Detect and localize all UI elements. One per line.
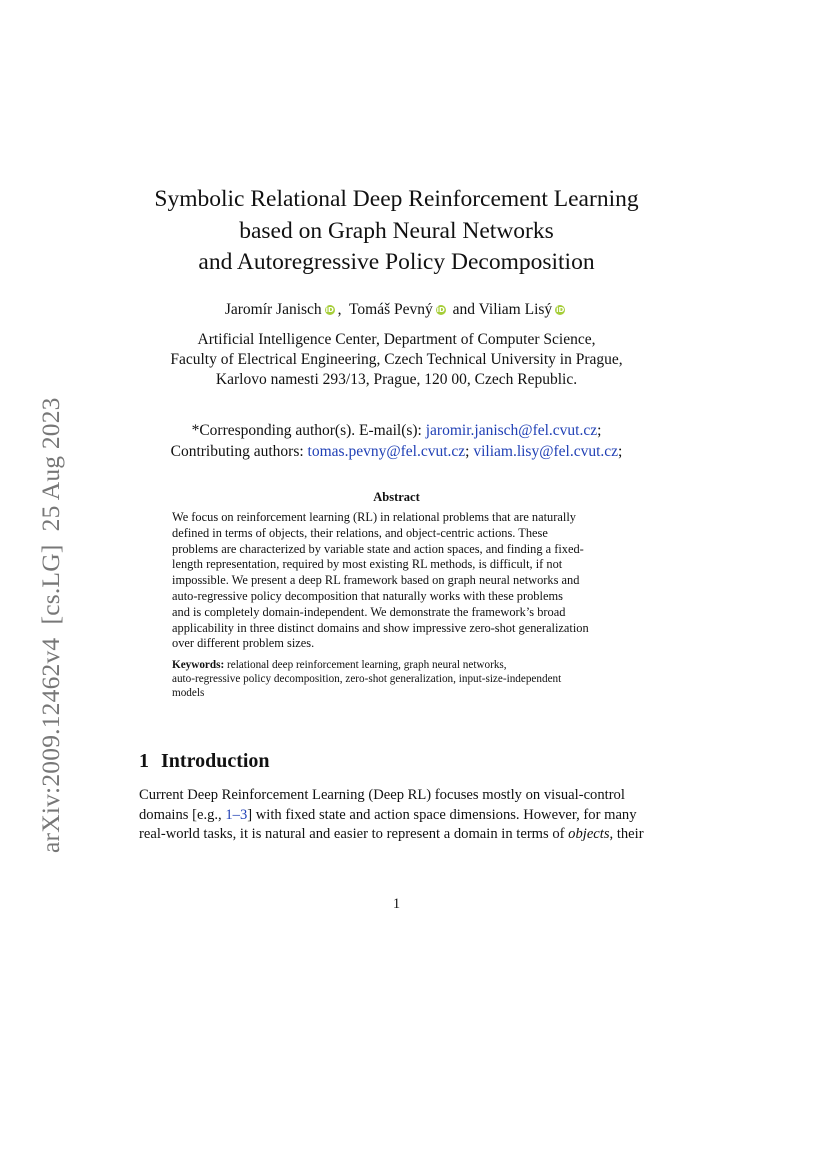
abstract-heading: Abstract <box>373 490 420 504</box>
keywords <box>172 659 624 700</box>
title-line-1: Symbolic Relational Deep Reinforcement Learning <box>154 186 639 212</box>
author-name: Viliam Lisý <box>478 301 553 318</box>
author-name: Jaromír Janisch <box>224 301 322 318</box>
affiliation <box>0 330 793 390</box>
orcid-icon[interactable]: iD <box>436 306 445 314</box>
abstract-line: length representation, required by most existing RL methods, is difficult, if not <box>172 557 563 572</box>
affiliation-line-2: Faculty of Electrical Engineering, Czech Technical University in Prague, <box>170 351 623 368</box>
section-title: Introduction <box>161 750 270 772</box>
corresponding-author-line <box>0 420 793 441</box>
affiliation-line-3: Karlovo namesti 293/13, Prague, 120 00, Czech Republic. <box>215 371 578 388</box>
contact-emails <box>0 420 793 462</box>
abstract-line: We focus on reinforcement learning (RL) in relational problems that are naturally <box>172 510 576 524</box>
punctuation: ; <box>597 422 602 439</box>
abstract-line: defined in terms of objects, their relations, and object-centric actions. These <box>172 525 548 540</box>
author-name: Tomáš Pevný <box>349 301 433 318</box>
intro-text: real-world tasks, it is natural and easier to represent a domain in terms of <box>139 826 569 842</box>
citation-link[interactable]: 1–3 <box>225 806 248 823</box>
contributing-email-link[interactable]: viliam.lisy@fel.cvut.cz <box>473 443 619 460</box>
contributing-label: Contributing authors: <box>170 443 308 460</box>
keywords-line: models <box>172 686 205 699</box>
keywords-line: auto-regressive policy decomposition, zero-shot generalization, input-size-independent <box>172 672 562 685</box>
intro-text: ] with fixed state and action space dimensions. However, for many <box>247 806 637 823</box>
affiliation-line-1: Artificial Intelligence Center, Department of Computer Science, <box>197 331 596 348</box>
contributing-authors-line <box>0 441 793 462</box>
title-line-2: based on Graph Neural Networks <box>239 217 554 244</box>
title-line-3: and Autoregressive Policy Decomposition <box>198 249 595 275</box>
emphasis-text: objects <box>568 826 610 842</box>
intro-text: domains [e.g., <box>139 806 226 823</box>
page-number: 1 <box>392 896 401 912</box>
introduction-paragraph <box>139 786 656 845</box>
abstract-text <box>172 510 624 652</box>
intro-line <box>139 806 656 826</box>
orcid-icon[interactable]: iD <box>556 306 565 314</box>
abstract-line: problems are characterized by variable state and action spaces, and finding a fixed- <box>172 541 584 556</box>
abstract-line: applicability in three distinct domains and show impressive zero-shot generalization <box>172 620 589 635</box>
punctuation: ; <box>618 443 623 460</box>
paper-title <box>0 184 793 279</box>
intro-line <box>139 825 656 845</box>
author-list <box>0 301 793 319</box>
arxiv-identifier: arXiv:2009.12462v4 [cs.LG] 25 Aug 2023 <box>36 397 65 853</box>
section-number: 1 <box>139 750 149 772</box>
abstract-line: impossible. We present a deep RL framework based on graph neural networks and <box>172 573 580 588</box>
abstract-line: and is completely domain-independent. We demonstrate the framework’s broad <box>172 604 566 619</box>
intro-line: Current Deep Reinforcement Learning (Deep RL) focuses mostly on visual-control <box>139 787 625 803</box>
keywords-line: relational deep reinforcement learning, graph neural networks, <box>224 659 507 671</box>
orcid-icon[interactable]: iD <box>325 306 334 314</box>
punctuation: ; <box>465 443 474 460</box>
author-separator: , <box>337 301 350 318</box>
keywords-label: Keywords: <box>172 659 225 671</box>
corresponding-email-link[interactable]: jaromir.janisch@fel.cvut.cz <box>425 422 598 439</box>
contributing-email-link[interactable]: tomas.pevny@fel.cvut.cz <box>307 443 466 460</box>
abstract-line: auto-regressive policy decomposition that naturally works with these problems <box>172 588 563 603</box>
section-heading <box>139 750 270 773</box>
corresponding-label: *Corresponding author(s). E-mail(s): <box>191 422 426 439</box>
abstract-line: over different problem sizes. <box>172 636 315 651</box>
intro-text: , their <box>609 826 644 842</box>
author-separator: and <box>448 301 479 318</box>
